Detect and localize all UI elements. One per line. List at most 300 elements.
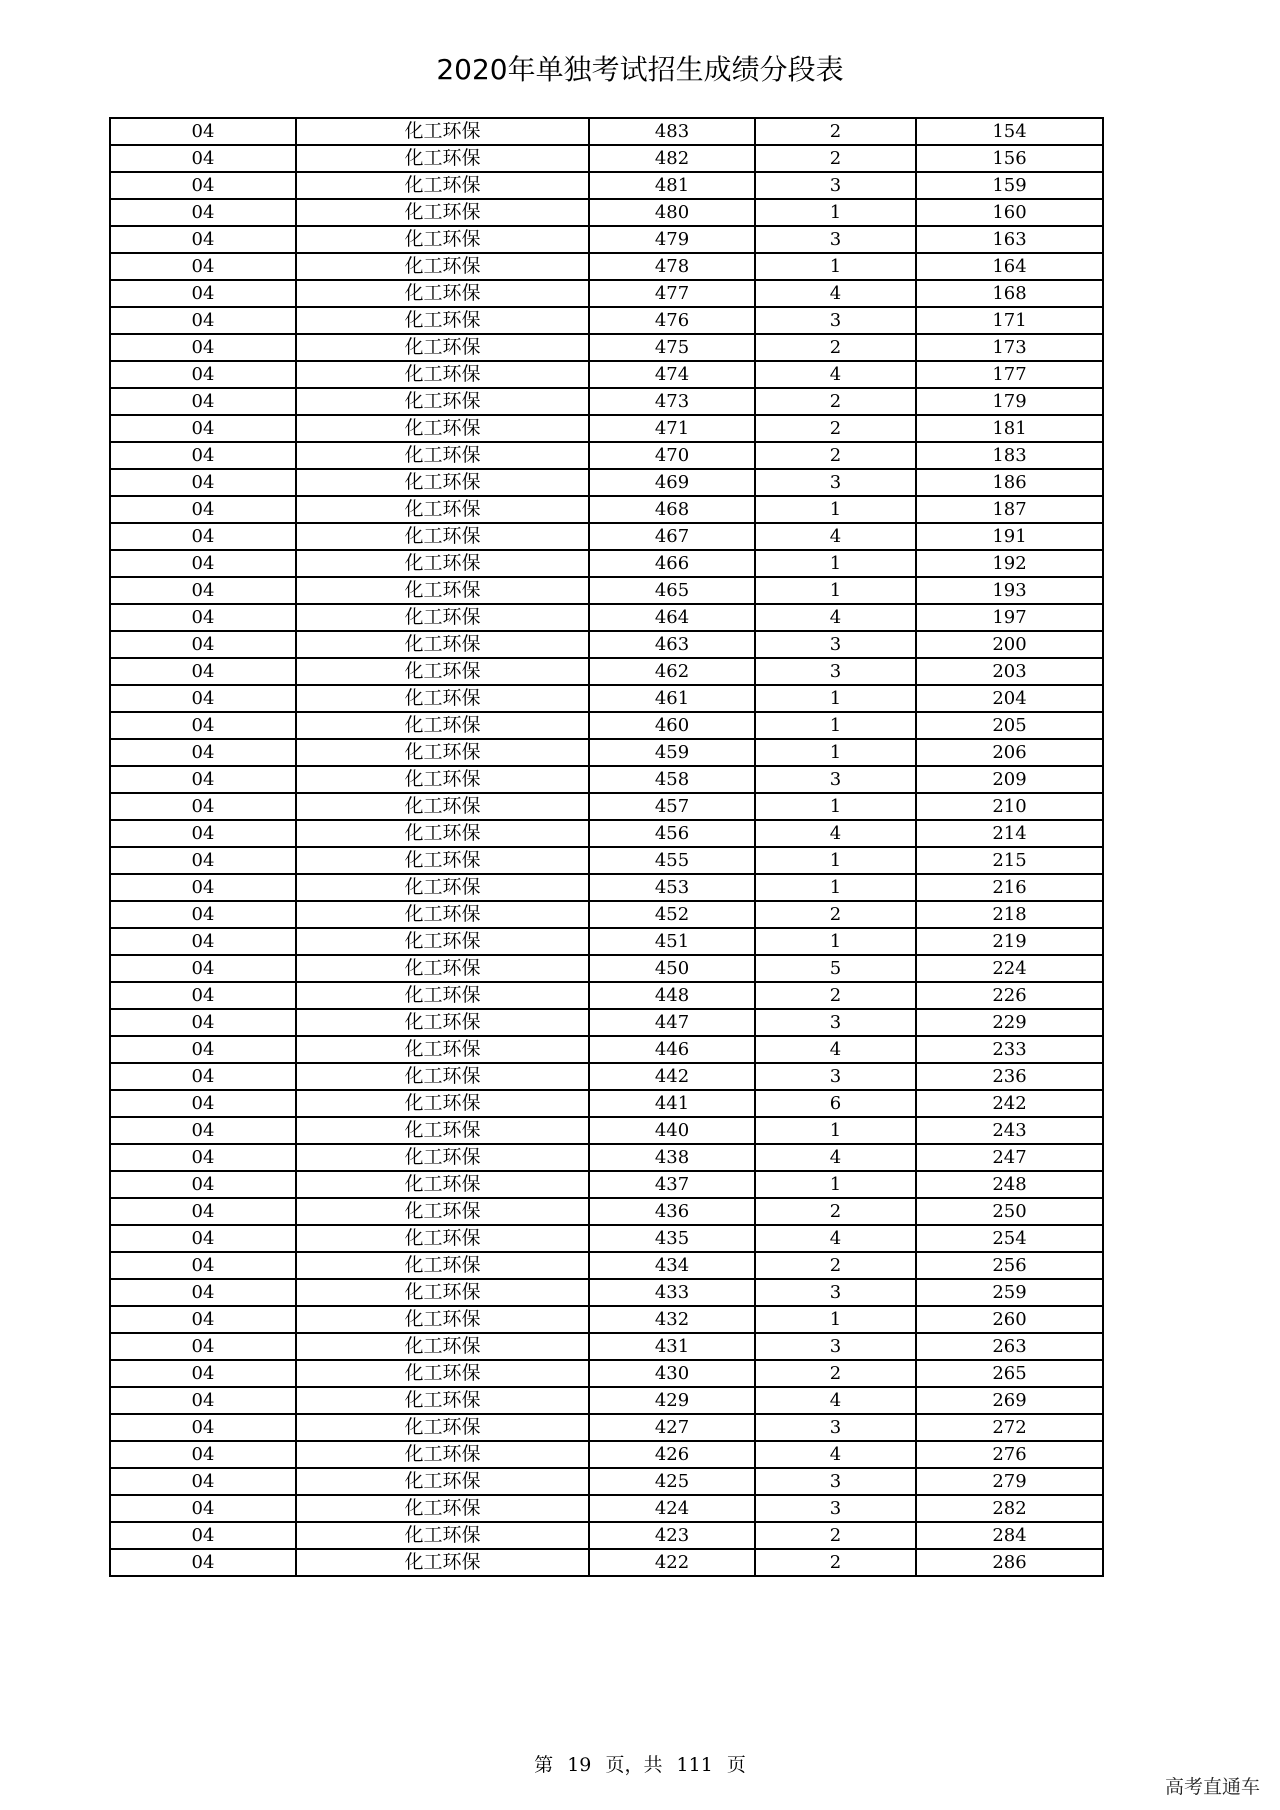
count-cell: 5 (755, 955, 916, 982)
code-cell: 04 (110, 847, 296, 874)
table-row (110, 172, 1103, 199)
major-cell: 化工环保 (296, 118, 589, 145)
cumulative-cell: 197 (916, 604, 1103, 631)
table-row (110, 550, 1103, 577)
count-cell: 4 (755, 1441, 916, 1468)
table-row (110, 388, 1103, 415)
count-cell: 2 (755, 1360, 916, 1387)
table-row (110, 793, 1103, 820)
code-cell: 04 (110, 901, 296, 928)
table-row (110, 874, 1103, 901)
table-row (110, 1171, 1103, 1198)
table-row (110, 901, 1103, 928)
score-cell: 458 (589, 766, 755, 793)
major-cell: 化工环保 (296, 496, 589, 523)
score-cell: 435 (589, 1225, 755, 1252)
score-cell: 447 (589, 1009, 755, 1036)
score-cell: 427 (589, 1414, 755, 1441)
watermark: 高考直通车 (1164, 1776, 1260, 1798)
page-mid: 页，共 (605, 1754, 663, 1776)
score-cell: 423 (589, 1522, 755, 1549)
major-cell: 化工环保 (296, 820, 589, 847)
major-cell: 化工环保 (296, 1252, 589, 1279)
score-cell: 456 (589, 820, 755, 847)
count-cell: 1 (755, 847, 916, 874)
count-cell: 3 (755, 1009, 916, 1036)
major-cell: 化工环保 (296, 361, 589, 388)
cumulative-cell: 192 (916, 550, 1103, 577)
code-cell: 04 (110, 226, 296, 253)
code-cell: 04 (110, 577, 296, 604)
score-cell: 481 (589, 172, 755, 199)
cumulative-cell: 243 (916, 1117, 1103, 1144)
major-cell: 化工环保 (296, 955, 589, 982)
score-cell: 438 (589, 1144, 755, 1171)
major-cell: 化工环保 (296, 307, 589, 334)
table-row (110, 1414, 1103, 1441)
score-cell: 470 (589, 442, 755, 469)
score-cell: 455 (589, 847, 755, 874)
count-cell: 1 (755, 550, 916, 577)
count-cell: 1 (755, 928, 916, 955)
code-cell: 04 (110, 1036, 296, 1063)
score-cell: 473 (589, 388, 755, 415)
score-cell: 437 (589, 1171, 755, 1198)
table-row (110, 280, 1103, 307)
count-cell: 3 (755, 307, 916, 334)
cumulative-cell: 256 (916, 1252, 1103, 1279)
major-cell: 化工环保 (296, 766, 589, 793)
cumulative-cell: 191 (916, 523, 1103, 550)
count-cell: 2 (755, 1198, 916, 1225)
cumulative-cell: 236 (916, 1063, 1103, 1090)
code-cell: 04 (110, 1252, 296, 1279)
count-cell: 1 (755, 739, 916, 766)
table-row (110, 1468, 1103, 1495)
table-row (110, 1441, 1103, 1468)
cumulative-cell: 214 (916, 820, 1103, 847)
score-cell: 475 (589, 334, 755, 361)
table-row (110, 415, 1103, 442)
cumulative-cell: 276 (916, 1441, 1103, 1468)
code-cell: 04 (110, 415, 296, 442)
code-cell: 04 (110, 550, 296, 577)
table-row (110, 1036, 1103, 1063)
table-row (110, 145, 1103, 172)
count-cell: 4 (755, 523, 916, 550)
count-cell: 4 (755, 820, 916, 847)
code-cell: 04 (110, 1117, 296, 1144)
count-cell: 3 (755, 469, 916, 496)
table-row (110, 658, 1103, 685)
cumulative-cell: 168 (916, 280, 1103, 307)
count-cell: 2 (755, 982, 916, 1009)
count-cell: 4 (755, 1036, 916, 1063)
major-cell: 化工环保 (296, 1009, 589, 1036)
code-cell: 04 (110, 172, 296, 199)
table-row (110, 1144, 1103, 1171)
code-cell: 04 (110, 1333, 296, 1360)
code-cell: 04 (110, 874, 296, 901)
major-cell: 化工环保 (296, 1171, 589, 1198)
table-row (110, 496, 1103, 523)
table-row (110, 226, 1103, 253)
cumulative-cell: 156 (916, 145, 1103, 172)
code-cell: 04 (110, 334, 296, 361)
table-row (110, 577, 1103, 604)
score-cell: 442 (589, 1063, 755, 1090)
code-cell: 04 (110, 469, 296, 496)
code-cell: 04 (110, 307, 296, 334)
cumulative-cell: 247 (916, 1144, 1103, 1171)
count-cell: 1 (755, 1306, 916, 1333)
count-cell: 3 (755, 1414, 916, 1441)
code-cell: 04 (110, 1063, 296, 1090)
page-total: 111 (676, 1754, 713, 1776)
cumulative-cell: 282 (916, 1495, 1103, 1522)
count-cell: 1 (755, 1171, 916, 1198)
score-cell: 424 (589, 1495, 755, 1522)
major-cell: 化工环保 (296, 928, 589, 955)
code-cell: 04 (110, 766, 296, 793)
score-cell: 477 (589, 280, 755, 307)
count-cell: 6 (755, 1090, 916, 1117)
cumulative-cell: 254 (916, 1225, 1103, 1252)
table-row (110, 685, 1103, 712)
table-row (110, 199, 1103, 226)
score-table-body (110, 118, 1103, 1576)
cumulative-cell: 177 (916, 361, 1103, 388)
cumulative-cell: 265 (916, 1360, 1103, 1387)
cumulative-cell: 242 (916, 1090, 1103, 1117)
cumulative-cell: 179 (916, 388, 1103, 415)
count-cell: 3 (755, 1279, 916, 1306)
code-cell: 04 (110, 712, 296, 739)
major-cell: 化工环保 (296, 172, 589, 199)
count-cell: 4 (755, 604, 916, 631)
count-cell: 3 (755, 766, 916, 793)
major-cell: 化工环保 (296, 199, 589, 226)
table-row (110, 1252, 1103, 1279)
cumulative-cell: 187 (916, 496, 1103, 523)
score-cell: 432 (589, 1306, 755, 1333)
code-cell: 04 (110, 1225, 296, 1252)
count-cell: 3 (755, 1063, 916, 1090)
major-cell: 化工环保 (296, 793, 589, 820)
score-cell: 480 (589, 199, 755, 226)
major-cell: 化工环保 (296, 145, 589, 172)
count-cell: 3 (755, 1333, 916, 1360)
major-cell: 化工环保 (296, 1306, 589, 1333)
table-row (110, 1522, 1103, 1549)
count-cell: 1 (755, 496, 916, 523)
cumulative-cell: 171 (916, 307, 1103, 334)
major-cell: 化工环保 (296, 1036, 589, 1063)
cumulative-cell: 210 (916, 793, 1103, 820)
table-row (110, 442, 1103, 469)
count-cell: 4 (755, 361, 916, 388)
table-row (110, 928, 1103, 955)
count-cell: 4 (755, 1144, 916, 1171)
table-row (110, 118, 1103, 145)
count-cell: 4 (755, 1225, 916, 1252)
cumulative-cell: 181 (916, 415, 1103, 442)
code-cell: 04 (110, 388, 296, 415)
count-cell: 2 (755, 118, 916, 145)
cumulative-cell: 163 (916, 226, 1103, 253)
count-cell: 2 (755, 145, 916, 172)
cumulative-cell: 259 (916, 1279, 1103, 1306)
score-cell: 440 (589, 1117, 755, 1144)
major-cell: 化工环保 (296, 1225, 589, 1252)
count-cell: 2 (755, 1522, 916, 1549)
cumulative-cell: 229 (916, 1009, 1103, 1036)
code-cell: 04 (110, 928, 296, 955)
table-row (110, 1090, 1103, 1117)
score-cell: 429 (589, 1387, 755, 1414)
code-cell: 04 (110, 1387, 296, 1414)
score-cell: 453 (589, 874, 755, 901)
table-row (110, 1225, 1103, 1252)
table-row (110, 955, 1103, 982)
count-cell: 2 (755, 1549, 916, 1576)
code-cell: 04 (110, 1306, 296, 1333)
count-cell: 1 (755, 199, 916, 226)
score-cell: 459 (589, 739, 755, 766)
major-cell: 化工环保 (296, 1279, 589, 1306)
cumulative-cell: 263 (916, 1333, 1103, 1360)
table-row (110, 469, 1103, 496)
major-cell: 化工环保 (296, 577, 589, 604)
table-row (110, 820, 1103, 847)
cumulative-cell: 204 (916, 685, 1103, 712)
count-cell: 2 (755, 334, 916, 361)
code-cell: 04 (110, 145, 296, 172)
page-number: 19 (567, 1754, 592, 1776)
cumulative-cell: 154 (916, 118, 1103, 145)
count-cell: 1 (755, 712, 916, 739)
count-cell: 3 (755, 1495, 916, 1522)
cumulative-cell: 203 (916, 658, 1103, 685)
cumulative-cell: 279 (916, 1468, 1103, 1495)
table-row (110, 334, 1103, 361)
cumulative-cell: 218 (916, 901, 1103, 928)
table-row (110, 1063, 1103, 1090)
table-row (110, 523, 1103, 550)
major-cell: 化工环保 (296, 388, 589, 415)
major-cell: 化工环保 (296, 1063, 589, 1090)
major-cell: 化工环保 (296, 1441, 589, 1468)
code-cell: 04 (110, 820, 296, 847)
page-title: 2020年单独考试招生成绩分段表 (436, 53, 844, 86)
cumulative-cell: 159 (916, 172, 1103, 199)
table-row (110, 1387, 1103, 1414)
score-cell: 474 (589, 361, 755, 388)
code-cell: 04 (110, 1414, 296, 1441)
score-cell: 466 (589, 550, 755, 577)
code-cell: 04 (110, 1495, 296, 1522)
major-cell: 化工环保 (296, 685, 589, 712)
table-row (110, 1198, 1103, 1225)
score-cell: 471 (589, 415, 755, 442)
table-row (110, 1009, 1103, 1036)
table-row (110, 712, 1103, 739)
cumulative-cell: 193 (916, 577, 1103, 604)
score-cell: 441 (589, 1090, 755, 1117)
code-cell: 04 (110, 793, 296, 820)
score-cell: 433 (589, 1279, 755, 1306)
code-cell: 04 (110, 1144, 296, 1171)
page-footer (0, 1750, 1280, 1777)
table-row (110, 1360, 1103, 1387)
code-cell: 04 (110, 1468, 296, 1495)
score-cell: 425 (589, 1468, 755, 1495)
count-cell: 3 (755, 172, 916, 199)
count-cell: 4 (755, 280, 916, 307)
cumulative-cell: 160 (916, 199, 1103, 226)
cumulative-cell: 286 (916, 1549, 1103, 1576)
score-cell: 462 (589, 658, 755, 685)
major-cell: 化工环保 (296, 1414, 589, 1441)
cumulative-cell: 269 (916, 1387, 1103, 1414)
score-cell: 469 (589, 469, 755, 496)
score-cell: 457 (589, 793, 755, 820)
major-cell: 化工环保 (296, 334, 589, 361)
code-cell: 04 (110, 982, 296, 1009)
score-cell: 430 (589, 1360, 755, 1387)
major-cell: 化工环保 (296, 469, 589, 496)
score-cell: 448 (589, 982, 755, 1009)
major-cell: 化工环保 (296, 1468, 589, 1495)
cumulative-cell: 250 (916, 1198, 1103, 1225)
count-cell: 4 (755, 1387, 916, 1414)
count-cell: 1 (755, 253, 916, 280)
code-cell: 04 (110, 253, 296, 280)
score-cell: 461 (589, 685, 755, 712)
table-row (110, 1495, 1103, 1522)
count-cell: 2 (755, 415, 916, 442)
major-cell: 化工环保 (296, 1090, 589, 1117)
code-cell: 04 (110, 496, 296, 523)
code-cell: 04 (110, 199, 296, 226)
code-cell: 04 (110, 280, 296, 307)
table-row (110, 982, 1103, 1009)
count-cell: 2 (755, 1252, 916, 1279)
cumulative-cell: 215 (916, 847, 1103, 874)
code-cell: 04 (110, 685, 296, 712)
count-cell: 3 (755, 1468, 916, 1495)
table-row (110, 847, 1103, 874)
count-cell: 1 (755, 1117, 916, 1144)
code-cell: 04 (110, 118, 296, 145)
score-cell: 464 (589, 604, 755, 631)
major-cell: 化工环保 (296, 874, 589, 901)
count-cell: 3 (755, 658, 916, 685)
cumulative-cell: 284 (916, 1522, 1103, 1549)
cumulative-cell: 209 (916, 766, 1103, 793)
score-cell: 460 (589, 712, 755, 739)
cumulative-cell: 200 (916, 631, 1103, 658)
cumulative-cell: 248 (916, 1171, 1103, 1198)
code-cell: 04 (110, 361, 296, 388)
major-cell: 化工环保 (296, 658, 589, 685)
table-row (110, 307, 1103, 334)
count-cell: 2 (755, 442, 916, 469)
code-cell: 04 (110, 1549, 296, 1576)
code-cell: 04 (110, 523, 296, 550)
count-cell: 2 (755, 388, 916, 415)
code-cell: 04 (110, 955, 296, 982)
score-cell: 479 (589, 226, 755, 253)
major-cell: 化工环保 (296, 1549, 589, 1576)
score-cell: 451 (589, 928, 755, 955)
code-cell: 04 (110, 1360, 296, 1387)
cumulative-cell: 205 (916, 712, 1103, 739)
score-cell: 426 (589, 1441, 755, 1468)
major-cell: 化工环保 (296, 1495, 589, 1522)
count-cell: 3 (755, 226, 916, 253)
major-cell: 化工环保 (296, 982, 589, 1009)
table-row (110, 1333, 1103, 1360)
major-cell: 化工环保 (296, 739, 589, 766)
major-cell: 化工环保 (296, 1117, 589, 1144)
score-cell: 431 (589, 1333, 755, 1360)
major-cell: 化工环保 (296, 604, 589, 631)
major-cell: 化工环保 (296, 442, 589, 469)
table-row (110, 253, 1103, 280)
major-cell: 化工环保 (296, 550, 589, 577)
major-cell: 化工环保 (296, 1198, 589, 1225)
cumulative-cell: 183 (916, 442, 1103, 469)
page-suffix: 页 (726, 1754, 746, 1776)
cumulative-cell: 224 (916, 955, 1103, 982)
score-cell: 482 (589, 145, 755, 172)
major-cell: 化工环保 (296, 1387, 589, 1414)
cumulative-cell: 173 (916, 334, 1103, 361)
cumulative-cell: 186 (916, 469, 1103, 496)
score-cell: 450 (589, 955, 755, 982)
score-cell: 468 (589, 496, 755, 523)
count-cell: 1 (755, 793, 916, 820)
cumulative-cell: 164 (916, 253, 1103, 280)
cumulative-cell: 226 (916, 982, 1103, 1009)
score-cell: 478 (589, 253, 755, 280)
cumulative-cell: 219 (916, 928, 1103, 955)
major-cell: 化工环保 (296, 415, 589, 442)
code-cell: 04 (110, 1279, 296, 1306)
count-cell: 1 (755, 874, 916, 901)
code-cell: 04 (110, 631, 296, 658)
score-cell: 467 (589, 523, 755, 550)
code-cell: 04 (110, 739, 296, 766)
code-cell: 04 (110, 1009, 296, 1036)
code-cell: 04 (110, 442, 296, 469)
major-cell: 化工环保 (296, 712, 589, 739)
count-cell: 1 (755, 577, 916, 604)
table-row (110, 361, 1103, 388)
code-cell: 04 (110, 658, 296, 685)
major-cell: 化工环保 (296, 1144, 589, 1171)
major-cell: 化工环保 (296, 226, 589, 253)
count-cell: 3 (755, 631, 916, 658)
cumulative-cell: 233 (916, 1036, 1103, 1063)
cumulative-cell: 216 (916, 874, 1103, 901)
major-cell: 化工环保 (296, 901, 589, 928)
score-cell: 446 (589, 1036, 755, 1063)
major-cell: 化工环保 (296, 1522, 589, 1549)
major-cell: 化工环保 (296, 1360, 589, 1387)
code-cell: 04 (110, 604, 296, 631)
